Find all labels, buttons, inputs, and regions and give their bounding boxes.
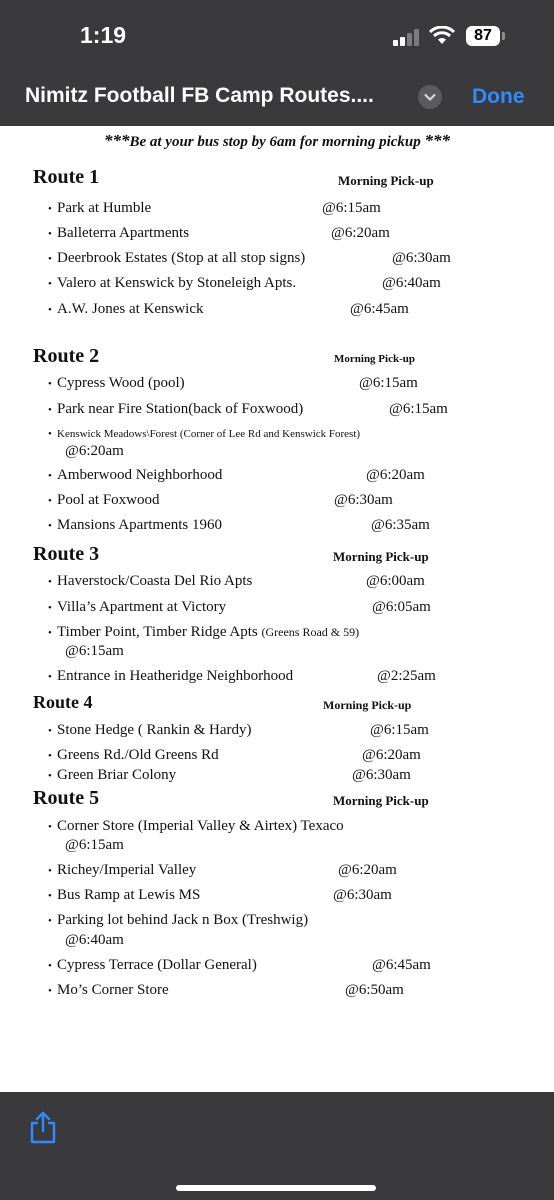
stop-name [48,887,200,904]
stop-name-text: Haverstock/Coasta Del Rio Apts [57,573,253,589]
stop-time: @6:00am [366,573,425,589]
bullet: • [48,470,52,482]
pickup-header: Morning Pick-up [334,353,415,365]
stop-time: @6:15am [359,375,418,391]
nav-bar [0,68,554,126]
stop-name [48,200,151,217]
stop-name-text: Cypress Terrace (Dollar General) [57,957,257,973]
bullet: • [48,428,52,440]
bullet: • [48,304,52,316]
stop-name [48,425,360,442]
stop-time: @6:30am [333,887,392,903]
status-time: 1:19 [80,22,127,48]
bullet: • [48,576,52,588]
pickup-header: Morning Pick-up [333,549,429,564]
cellular-signal-icon [393,29,421,46]
stop-name-text: Kenswick Meadows\Forest (Corner of Lee Rd and Kenswick Forest) [57,428,361,440]
bullet: • [48,890,52,902]
stop-time: @6:45am [350,301,409,317]
stop-name-text: Valero at Kenswick by Stoneleigh Apts. [57,275,297,291]
bullet: • [48,495,52,507]
stop-time: @6:15am [65,643,124,659]
bullet: • [48,770,52,782]
battery-level: 87 [474,27,492,44]
stop-time: @6:40am [65,932,124,948]
bullet: • [48,602,52,614]
stop-time: @6:20am [362,747,421,763]
bullet: • [48,378,52,390]
stop-name-text: Park near Fire Station(back of Foxwood) [57,401,304,417]
notice-stars-left: *** [103,131,130,150]
stop-name [48,573,252,590]
home-indicator[interactable] [176,1185,376,1191]
stop-time: @6:15am [322,200,381,216]
bullet: • [48,985,52,997]
bullet: • [48,278,52,290]
stop-name-text: Mo’s Corner Store [57,982,169,998]
route-title: Route 1 [33,166,100,188]
stop-name [48,225,189,242]
stop-name-text: Villa’s Apartment at Victory [57,599,227,615]
stop-name-text: Entrance in Heatheridge Neighborhood [57,668,294,684]
stop-name [48,250,305,267]
stop-name [48,722,252,739]
stop-name [48,467,222,484]
stop-time: @6:40am [382,275,441,291]
stop-time: @6:45am [372,957,431,973]
stop-name [48,624,359,641]
bullet: • [48,203,52,215]
stop-note: (Greens Road & 59) [261,625,360,639]
document-page [0,126,554,1092]
stop-time: @6:20am [338,862,397,878]
battery-tip [502,32,505,40]
stop-name [48,375,185,392]
stop-name [48,275,296,292]
stop-name [48,912,308,929]
stop-name-text: Corner Store (Imperial Valley & Airtex) Texaco [57,818,344,834]
bullet: • [48,404,52,416]
share-icon[interactable] [28,1110,58,1144]
stop-name [48,767,176,784]
stop-time: @6:05am [372,599,431,615]
stop-name [48,982,169,999]
bullet: • [48,750,52,762]
stop-time: @6:30am [352,767,411,783]
stop-name-text: Balleterra Apartments [57,225,190,241]
stop-name [48,401,303,418]
status-bar [0,0,554,68]
stop-name-text: Cypress Wood (pool) [57,375,185,391]
bullet: • [48,627,52,639]
stop-name [48,599,226,616]
stop-name-text: A.W. Jones at Kenswick [57,301,204,317]
stop-name [48,492,160,509]
stop-name-text: Deerbrook Estates (Stop at all stop signs) [57,250,306,266]
stop-time: @6:20am [366,467,425,483]
stop-name [48,747,219,764]
stop-name-text: Timber Point, Timber Ridge Apts [57,624,258,640]
stop-name-text: Amberwood Neighborhood [57,467,223,483]
route-title: Route 3 [33,543,100,565]
stop-name-text: Richey/Imperial Valley [57,862,197,878]
bottom-toolbar [0,1092,554,1200]
stop-time: @6:30am [334,492,393,508]
battery-icon [466,26,500,46]
stop-name-text: Mansions Apartments 1960 [57,517,222,533]
stop-time: @2:25am [377,668,436,684]
route-title: Route 5 [33,787,100,809]
route-title: Route 4 [33,692,93,712]
bullet: • [48,915,52,927]
done-button[interactable]: Done [472,85,525,108]
stop-name [48,517,222,534]
bullet: • [48,671,52,683]
stop-name-text: Stone Hedge ( Rankin & Hardy) [57,722,252,738]
pickup-header: Morning Pick-up [338,173,434,188]
stop-name-text: Pool at Foxwood [57,492,160,508]
bullet: • [48,520,52,532]
wifi-icon [428,26,456,46]
title-menu-button[interactable] [418,85,442,109]
stop-name [48,957,257,974]
stop-name-text: Green Briar Colony [57,767,177,783]
stop-time: @6:20am [65,443,124,459]
stop-name-text: Parking lot behind Jack n Box (Treshwig) [57,912,309,928]
bullet: • [48,253,52,265]
bullet: • [48,960,52,972]
stop-time: @6:20am [331,225,390,241]
stop-time: @6:15am [389,401,448,417]
notice-text: Be at your bus stop by 6am for morning pickup [129,134,421,150]
stop-name [48,818,344,835]
bullet: • [48,865,52,877]
stop-name-text: Greens Rd./Old Greens Rd [57,747,219,763]
stop-time: @6:35am [371,517,430,533]
document-title[interactable]: Nimitz Football FB Camp Routes.... [25,84,374,107]
bullet: • [48,228,52,240]
stop-time: @6:15am [370,722,429,738]
stop-name-text: Bus Ramp at Lewis MS [57,887,201,903]
route-title: Route 2 [33,345,100,367]
stop-time: @6:15am [65,837,124,853]
bullet: • [48,725,52,737]
stop-time: @6:30am [392,250,451,266]
chevron-down-icon [418,85,442,109]
pickup-header: Morning Pick-up [333,793,429,808]
pickup-header: Morning Pick-up [323,698,412,712]
stop-name [48,668,293,685]
stop-time: @6:50am [345,982,404,998]
stop-name [48,301,204,318]
stop-name [48,862,196,879]
bullet: • [48,821,52,833]
stop-name-text: Park at Humble [57,200,152,216]
pickup-notice [0,131,554,151]
notice-stars-right: *** [424,131,451,150]
